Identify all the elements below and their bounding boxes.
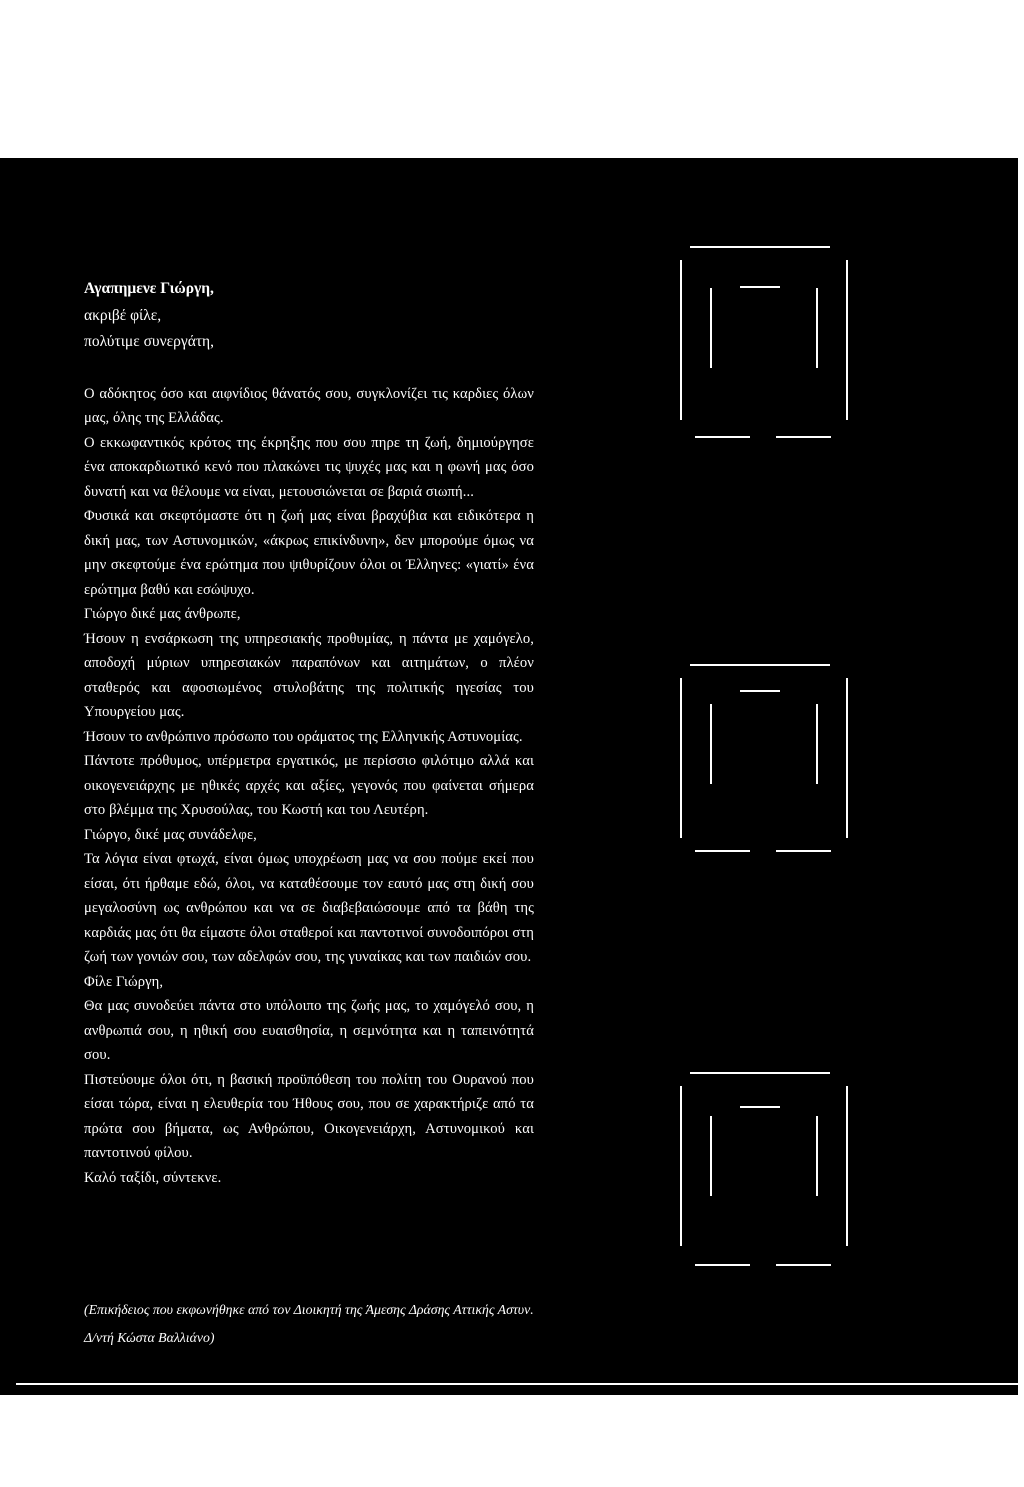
frame-bottom-left — [695, 436, 750, 438]
frame-right-line — [846, 260, 848, 420]
frame-inner-right — [816, 288, 818, 368]
paragraph: Τα λόγια είναι φτωχά, είναι όμως υποχρέωση μας να σου πούμε εκεί που είσαι, ότι ήρθαμε εδώ, όλοι, να καταθέσουμε τον εαυτό μας στη δική σου μεγαλοσύνη ως ανθρώπου και να σε διαβεβαιώσουμε από τα βάθη της καρδιάς μας ότι θα είμαστε όλοι σταθεροί και παντοτινοί συνοδοιπόροι στη ζωή των γονιών σου, των αδελφών σου, της γυναίκας και των παιδιών σου. — [84, 851, 534, 965]
paragraph: Θα μας συνοδεύει πάντα στο υπόλοιπο της ζωής μας, το χαμόγελό σου, η ανθρωπιά σου, η ηθική σου ευαισθησία, η σεμνότητα και η ταπεινότητά σου. — [84, 998, 534, 1063]
frame-inner-top — [740, 690, 780, 692]
page-label: [ 7 ] Α/Α — [822, 1426, 923, 1451]
frame-left-line — [680, 260, 682, 420]
paragraph: Φίλε Γιώργη, — [84, 973, 164, 990]
greeting-line-3: πολύτιμε συνεργάτη, — [84, 333, 215, 350]
frame-inner-left — [710, 288, 712, 368]
paragraph: Πάντοτε πρόθυμος, υπέρμετρα εργατικός, με περίσσιο φιλότιμο αλλά και οικογενειάρχης με ηθικές αρχές και αξίες, γεγονός που φαίνεται σήμερα στο βλέμμα της Χρυσούλας, του Κωστή και του Λευτέρη. — [84, 753, 534, 818]
frame-inner-top — [740, 286, 780, 288]
frame-inner-left — [710, 704, 712, 784]
frame-inner-top — [740, 1106, 780, 1108]
greeting-line-1: Αγαπημενε Γιώργη, — [84, 280, 214, 297]
caption: (Επικήδειος που εκφωνήθηκε από τον Διοικητή της Άμεσης Δράσης Αττικής Αστυν. Δ/ντή Κώστα Βαλλιάνο) — [84, 1302, 534, 1345]
frame-top-line — [690, 1072, 830, 1074]
top-rule-left — [28, 150, 400, 154]
top-tick — [532, 140, 534, 158]
frame-inner-right — [816, 1116, 818, 1196]
frame-left-line — [680, 678, 682, 838]
frame-bottom-left — [695, 850, 750, 852]
greeting-line-2: ακριβέ φίλε, — [84, 306, 162, 324]
letter-text-column — [84, 276, 534, 1190]
letter-body — [84, 382, 534, 1191]
paragraph: Ο εκκωφαντικός κρότος της έκρηξης που σου πηρε τη ζωή, δημιούργησε ένα αποκαρδιωτικό κενό που πλακώνει τις ψυχές μας και η φωνή μας όσο δυνατή και να θέλουμε να είναι, μετουσιώνεται σε βαριά σιωπή... — [84, 434, 534, 500]
frame-bottom-right — [776, 436, 831, 438]
paragraph: Γιώργο δικέ μας άνθρωπε, — [84, 606, 241, 622]
frame-bottom-right — [776, 1264, 831, 1266]
frame-bottom-left — [695, 1264, 750, 1266]
paragraph: Πιστεύουμε όλοι ότι, η βασική προϋπόθεση του πολίτη του Ουρανού που είσαι τώρα, είναι η ελευθερία του Ήθους σου, που σε χαρακτήριζε από τα πρώτα σου βήματα, ως Ανθρώπου, Οικογενειάρχη, Αστυνομικού και παντοτινού φίλου. — [84, 1071, 534, 1161]
panel-right-border — [1018, 158, 1024, 1395]
frame-right-line — [846, 678, 848, 838]
frame-top-line — [690, 246, 830, 248]
paragraph: Γιώργο, δικέ μας συνάδελφε, — [84, 826, 257, 843]
paragraph: Ο αδόκητος όσο και αιφνίδιος θάνατός σου, συγκλονίζει τις καρδιες όλων μας, όλης της Ελλάδας. — [84, 385, 534, 426]
top-rule-right — [548, 150, 1024, 154]
frame-right-line — [846, 1086, 848, 1246]
frame-inner-right — [816, 704, 818, 784]
paragraph: Ήσουν η ενσάρκωση της υπηρεσιακής προθυμίας, η πάντα με χαμόγελο, αποδοχή μύριων υπηρεσιακών παραπόνων και αιτημάτων, ο πλέον σταθερός και αφοσιωμένος στυλοβάτης της πολιτικής ηγεσίας του Υπουργείου μας. — [84, 630, 534, 720]
paragraph: Φυσικά και σκεφτόμαστε ότι η ζωή μας είναι βραχύβια και ειδικότερα η δική μας, των Αστυνομικών, «άκρως επικίνδυνη», δεν μπορούμε όμως να μην σκεφτούμε ένα ερώτημα που ψιθυρίζουν όλοι οι Έλληνες: «γιατί» ένα ερώτημα βαθύ και εσώψυχο. — [84, 508, 534, 598]
memorial-panel — [0, 158, 1024, 1395]
frame-top-line — [690, 664, 830, 666]
paragraph: Καλό ταξίδι, σύντεκνε. — [84, 1169, 222, 1186]
paragraph: Ήσουν το ανθρώπινο πρόσωπο του οράματος της Ελληνικής Αστυνομίας. — [84, 728, 523, 745]
frame-inner-left — [710, 1116, 712, 1196]
frame-left-line — [680, 1086, 682, 1246]
bottom-rule — [16, 1383, 1024, 1385]
frame-bottom-right — [776, 850, 831, 852]
